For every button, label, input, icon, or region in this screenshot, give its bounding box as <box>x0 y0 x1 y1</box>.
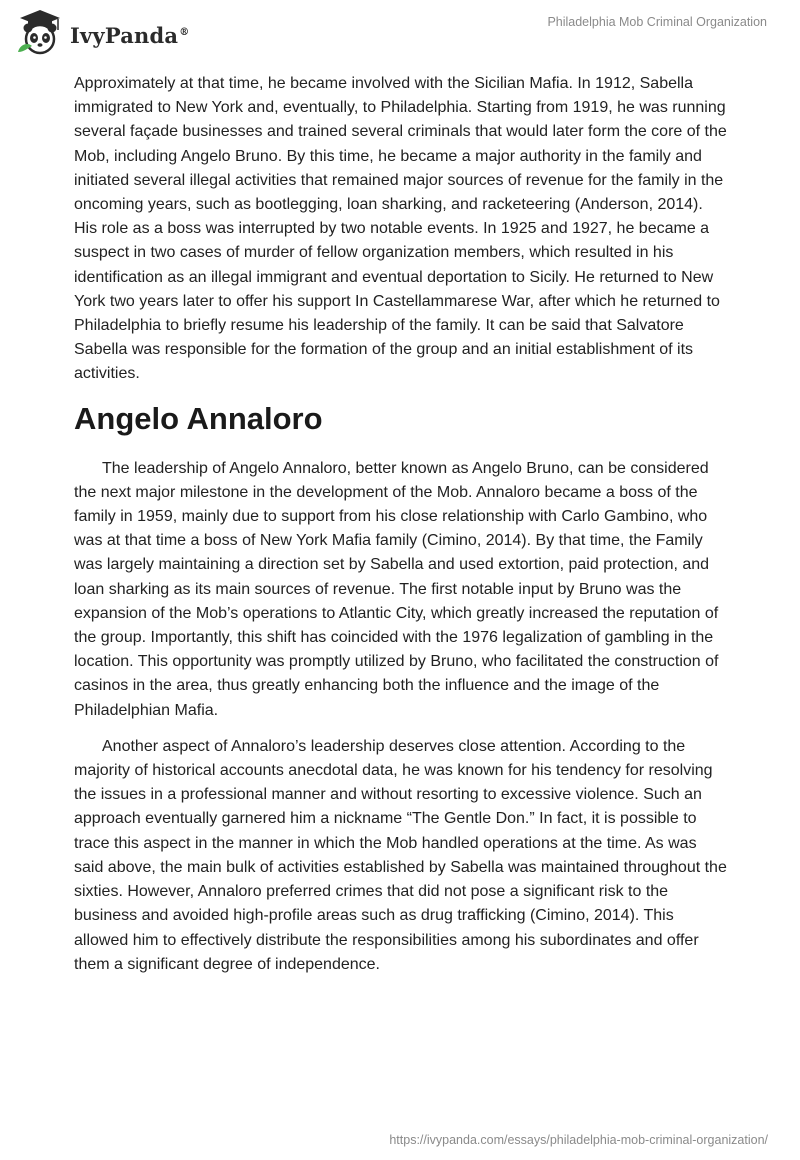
paragraph: The leadership of Angelo Annaloro, better known as Angelo Bruno, can be considered the next major milestone in the development of the Mob. Annaloro became a boss of the family in 1959, mainly due to support from his close relationship with Carlo Gambino, who was at that time a boss of New York Mafia family (Cimino, 2014). By that time, the Family was largely maintaining a direction set by Sabella and used extortion, paid protection, and loan sharking as its main sources of revenue. The first notable input by Bruno was the expansion of the Mob’s operations to Atlantic City, which greatly increased the reputation of the group. Importantly, this shift has coincided with the 1976 legalization of gambling in the location. This opportunity was promptly utilized by Bruno, who facilitated the construction of casinos in the area, thus greatly enhancing both the influence and the image of the Philadelphian Mafia. <box>74 459 719 719</box>
brand-name: IvyPanda® <box>70 22 190 48</box>
page-header <box>0 0 800 64</box>
panda-graduate-icon <box>14 8 66 58</box>
paragraph: Another aspect of Annaloro’s leadership deserves close attention. According to the majority of historical accounts anecdotal data, he was known for his tendency for resolving the issues in a professional manner and without resorting to excessive violence. Such an approach eventually garnered him a nickname “The Gentle Don.” In fact, it is possible to trace this aspect in the manner in which the Mob handled operations at the time. As was said above, the main bulk of activities established by Sabella was maintained throughout the sixties. However, Annaloro preferred crimes that did not pose a significant risk to the business and avoided high-profile areas such as drug trafficking (Cimino, 2014). This allowed him to effectively distribute the responsibilities among his subordinates and offer them a significant degree of independence. <box>74 737 727 973</box>
section-heading: Angelo Annaloro <box>74 400 323 436</box>
registered-mark: ® <box>179 26 190 38</box>
ivypanda-logo[interactable] <box>14 8 189 58</box>
source-url[interactable]: https://ivypanda.com/essays/philadelphia-mob-criminal-organization/ <box>389 1133 768 1147</box>
document-title: Philadelphia Mob Criminal Organization <box>547 15 767 29</box>
essay-body <box>74 72 730 989</box>
paragraph: Approximately at that time, he became involved with the Sicilian Mafia. In 1912, Sabella immigrated to New York and, eventually, to Philadelphia. Starting from 1919, he was running several façade businesses and trained several criminals that would later form the core of the Mob, including Angelo Bruno. By this time, he became a major authority in the family and initiated several illegal activities that remained major sources of revenue for the family in the oncoming years, such as bootlegging, loan sharking, and racketeering (Anderson, 2014). His role as a boss was interrupted by two notable events. In 1925 and 1927, he became a suspect in two cases of murder of fellow organization members, which resulted in his identification as an illegal immigrant and eventual deportation to Sicily. He returned to New York two years later to offer his support In Castellammarese War, after which he returned to Philadelphia to briefly resume his leadership of the family. It can be said that Salvatore Sabella was responsible for the formation of the group and an initial establishment of its activities. <box>74 75 727 383</box>
